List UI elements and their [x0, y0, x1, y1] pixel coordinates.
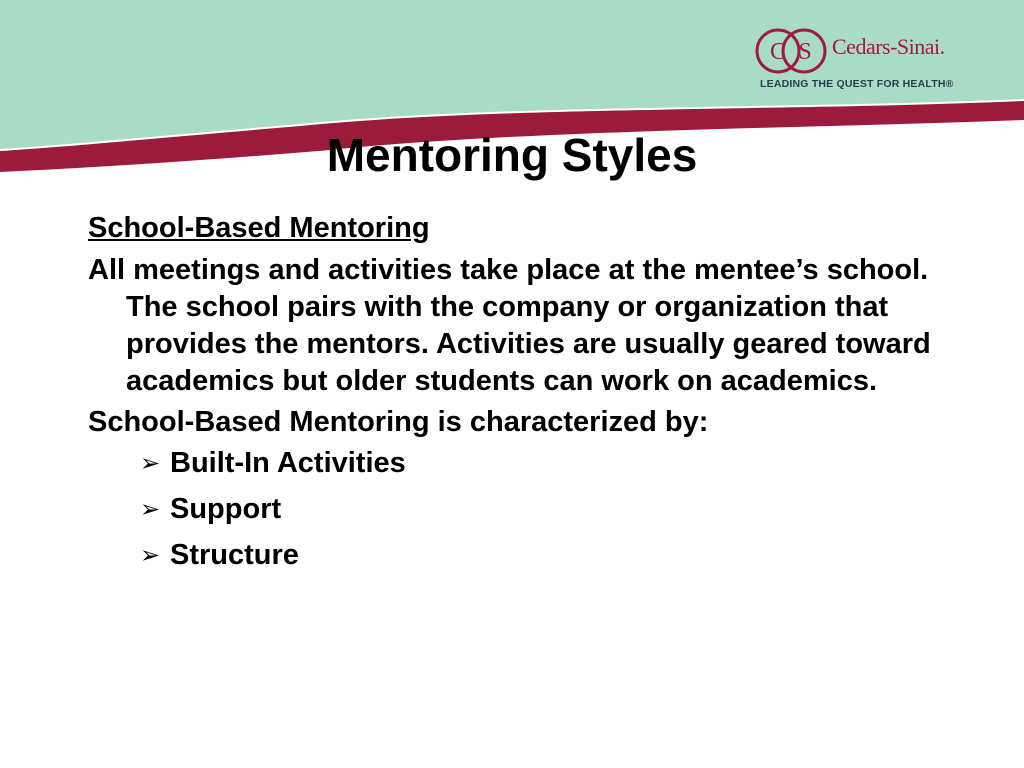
characteristics-list	[88, 445, 968, 574]
list-item	[140, 491, 968, 528]
description-paragraph: All meetings and activities take place at the mentee’s school. The school pairs with the company or organization that provides the mentors. Activities are usually geared toward academics but older students can work on academics.	[88, 254, 931, 397]
characteristics-intro: School-Based Mentoring is characterized by:	[88, 406, 709, 438]
list-item-label: Structure	[170, 539, 299, 571]
section-subtitle: School-Based Mentoring	[88, 212, 430, 244]
arrow-bullet-icon: ➢	[140, 496, 161, 523]
arrow-bullet-icon: ➢	[140, 542, 161, 569]
list-item-label: Support	[170, 493, 282, 525]
logo-tagline: LEADING THE QUEST FOR HEALTH®	[760, 78, 954, 90]
logo-name: Cedars-Sinai.	[832, 34, 945, 59]
list-item	[140, 537, 968, 574]
list-item	[140, 445, 968, 482]
slide-content	[88, 210, 968, 583]
svg-text:C: C	[769, 39, 787, 65]
logo-monogram-icon	[754, 26, 830, 76]
svg-text:S: S	[798, 39, 812, 65]
arrow-bullet-icon: ➢	[140, 450, 161, 477]
list-item-label: Built-In Activities	[170, 447, 406, 479]
slide-title: Mentoring Styles	[326, 129, 698, 181]
